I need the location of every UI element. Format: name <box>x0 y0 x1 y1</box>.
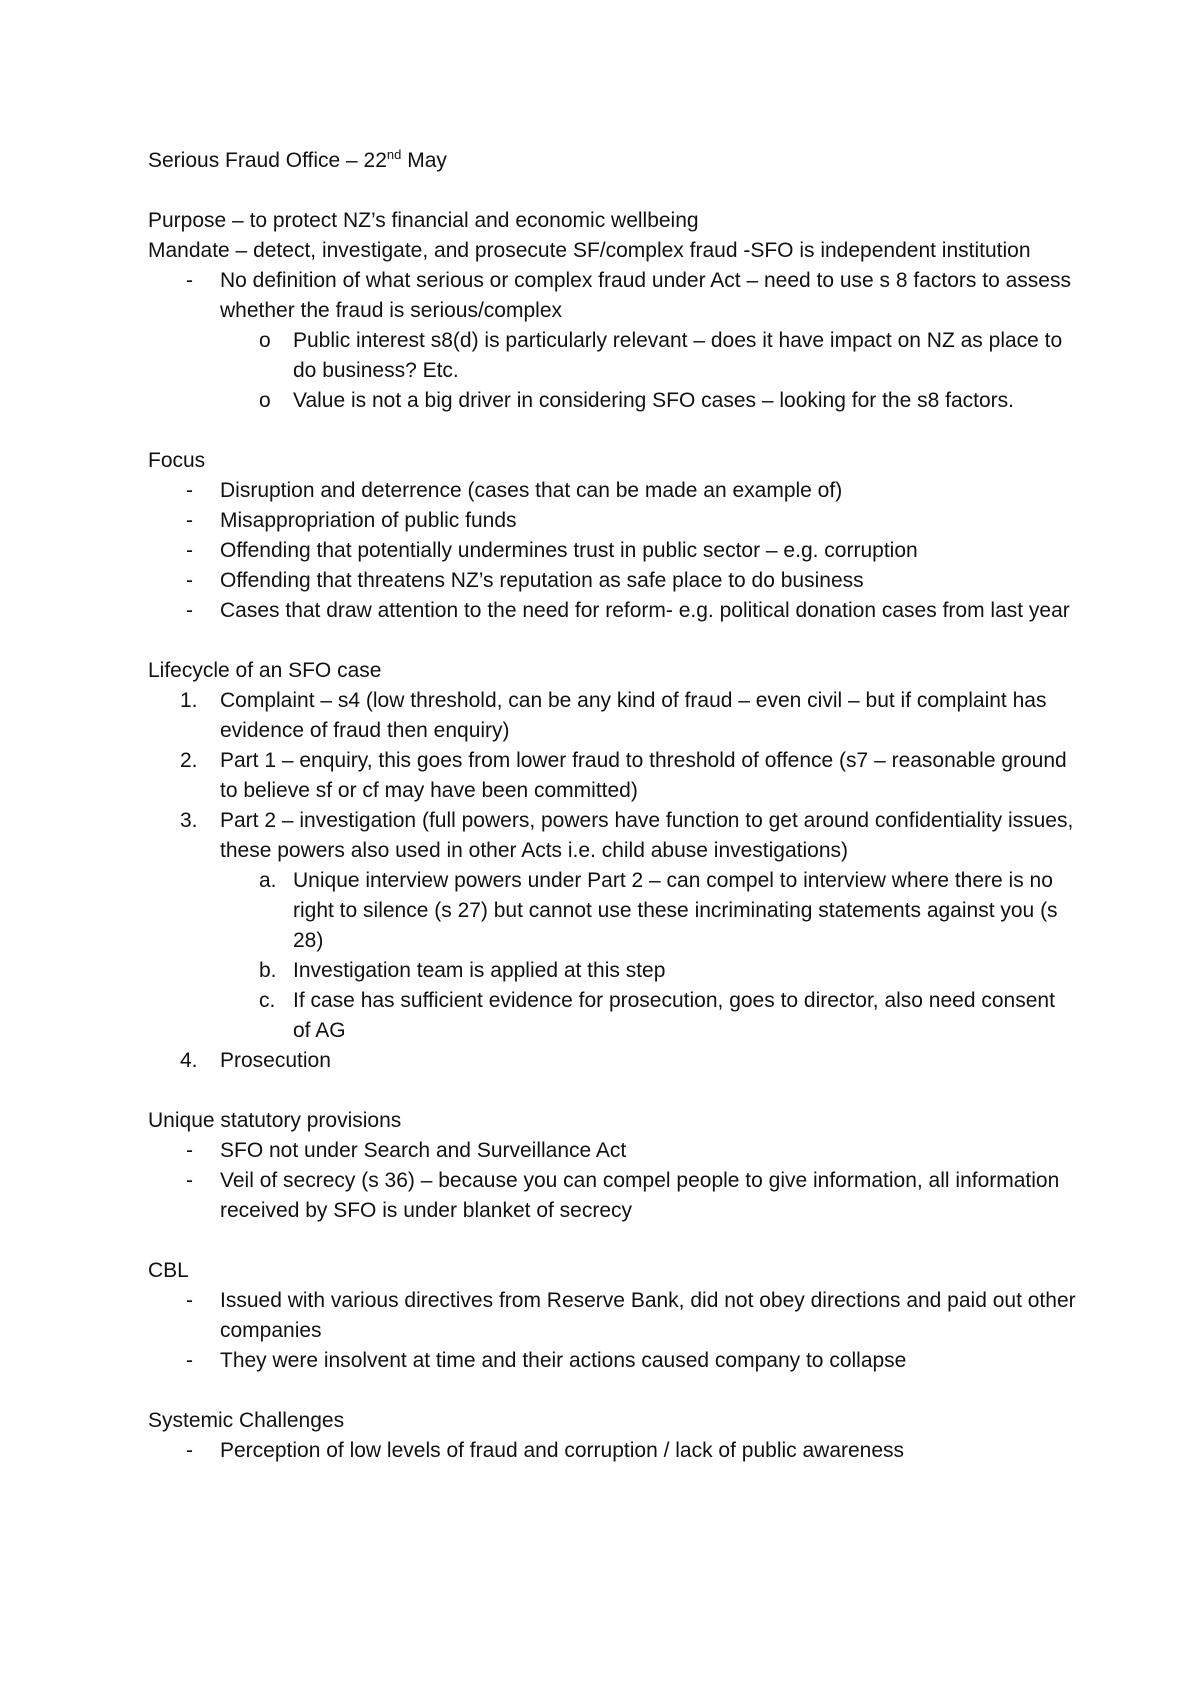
section-heading-systemic: Systemic Challenges <box>148 1409 345 1432</box>
circle-bullet: o <box>259 329 271 352</box>
list-item: - SFO not under Search and Surveillance Act <box>148 1136 1078 1166</box>
circle-bullet: o <box>259 389 271 412</box>
dash-bullet: - <box>186 1169 193 1192</box>
page-title: Serious Fraud Office – 22nd May <box>148 147 447 172</box>
list-item: - Misappropriation of public funds <box>148 506 1078 536</box>
lettered-item: c. If case has sufficient evidence for prosecution, goes to director, also need consent of AG <box>148 986 1078 1046</box>
dash-bullet: - <box>186 539 193 562</box>
list-item: - They were insolvent at time and their actions caused company to collapse <box>148 1346 1078 1376</box>
list-item: - Veil of secrecy (s 36) – because you can compel people to give information, all information received by SFO is under blanket of secrecy <box>148 1166 1078 1226</box>
section-heading-cbl: CBL <box>148 1259 189 1282</box>
letter-marker: c. <box>259 989 276 1012</box>
dash-bullet: - <box>186 1139 193 1162</box>
list-item: - Cases that draw attention to the need for reform- e.g. political donation cases from last year <box>148 596 1078 626</box>
number-marker: 1. <box>180 689 198 712</box>
number-marker: 4. <box>180 1049 198 1072</box>
list-item: - Offending that threatens NZ’s reputation as safe place to do business <box>148 566 1078 596</box>
section-heading-focus: Focus <box>148 449 206 472</box>
dash-bullet: - <box>186 599 193 622</box>
dash-bullet: - <box>186 269 193 292</box>
dash-bullet: - <box>186 1439 193 1462</box>
section-heading-statutory: Unique statutory provisions <box>148 1109 402 1132</box>
numbered-item: 2. Part 1 – enquiry, this goes from lower fraud to threshold of offence (s7 – reasonable ground to believe sf or cf may have been committed) <box>148 746 1078 806</box>
list-item: - Disruption and deterrence (cases that can be made an example of) <box>148 476 1078 506</box>
numbered-item: 4. Prosecution <box>148 1046 1078 1076</box>
numbered-item: 3. Part 2 – investigation (full powers, powers have function to get around confidentiality issues, these powers also used in other Acts i.e. child abuse investigations) <box>148 806 1078 866</box>
document-content <box>148 146 1078 1466</box>
list-item: - Perception of low levels of fraud and corruption / lack of public awareness <box>148 1436 1078 1466</box>
dash-bullet: - <box>186 1289 193 1312</box>
letter-marker: a. <box>259 869 277 892</box>
letter-marker: b. <box>259 959 277 982</box>
list-item: - Offending that potentially undermines trust in public sector – e.g. corruption <box>148 536 1078 566</box>
lettered-item: a. Unique interview powers under Part 2 – can compel to interview where there is no right to silence (s 27) but cannot use these incriminating statements against you (s 28) <box>148 866 1078 956</box>
number-marker: 2. <box>180 749 198 772</box>
list-item: - No definition of what serious or complex fraud under Act – need to use s 8 factors to assess whether the fraud is serious/complex <box>148 266 1078 326</box>
list-item: o Public interest s8(d) is particularly relevant – does it have impact on NZ as place to do business? Etc. <box>148 326 1078 386</box>
list-item: - Issued with various directives from Reserve Bank, did not obey directions and paid out other companies <box>148 1286 1078 1346</box>
dash-bullet: - <box>186 1349 193 1372</box>
list-item: o Value is not a big driver in considering SFO cases – looking for the s8 factors. <box>148 386 1078 416</box>
purpose-line: Purpose – to protect NZ’s financial and economic wellbeing <box>148 209 699 232</box>
section-heading-lifecycle: Lifecycle of an SFO case <box>148 659 382 682</box>
dash-bullet: - <box>186 569 193 592</box>
dash-bullet: - <box>186 509 193 532</box>
number-marker: 3. <box>180 809 198 832</box>
lettered-item: b. Investigation team is applied at this step <box>148 956 1078 986</box>
dash-bullet: - <box>186 479 193 502</box>
numbered-item: 1. Complaint – s4 (low threshold, can be any kind of fraud – even civil – but if complaint has evidence of fraud then enquiry) <box>148 686 1078 746</box>
mandate-line: Mandate – detect, investigate, and prosecute SF/complex fraud -SFO is independent institution <box>148 239 1031 262</box>
